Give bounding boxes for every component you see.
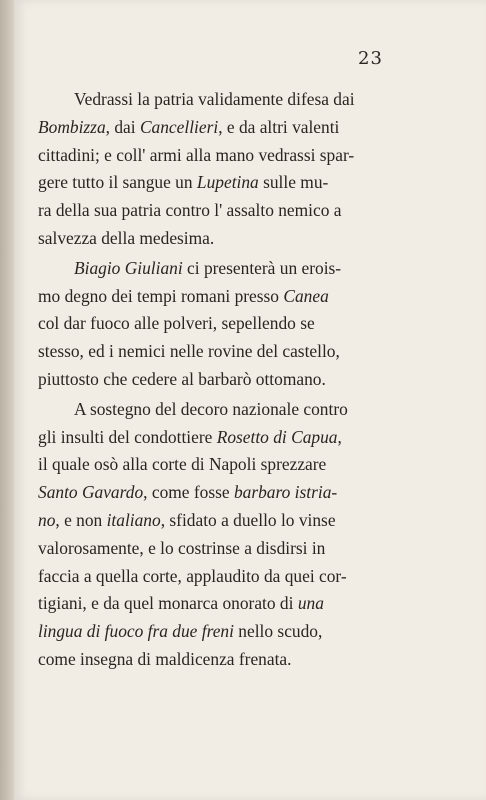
text-line: lingua di fuoco fra due freni nello scudo, [38,621,323,642]
body-text [38,86,408,674]
text-line: mo degno dei tempi romani presso Canea [38,285,329,306]
text-line: faccia a quella corte, applaudito da quei cor- [38,565,347,586]
text-line: piuttosto che cedere al barbarò ottomano. [38,368,326,389]
text-line: ra della sua patria contro l' assalto nemico a [38,200,342,221]
text-line: tigiani, e da quel monarca onorato di una [38,593,324,614]
text-line: gere tutto il sangue un Lupetina sulle mu- [38,172,329,193]
text-line: come insegna di maldicenza frenata. [38,648,292,669]
page-number: 23 [358,48,383,69]
text-line: col dar fuoco alle polveri, sepellendo se [38,313,315,334]
book-page [14,0,486,800]
text-line: A sostegno del decoro nazionale contro [74,398,348,419]
page-edge [0,0,14,800]
text-line: Vedrassi la patria validamente difesa dai [74,89,355,109]
text-line: valorosamente, e lo costrinse a disdirsi in [38,537,326,558]
text-line: Biagio Giuliani ci presenterà un erois- [74,257,342,278]
text-line: stesso, ed i nemici nelle rovine del castello, [38,341,340,362]
text-line: cittadini; e coll' armi alla mano vedrassi spar- [38,144,355,165]
text-line: Santo Gavardo, come fosse barbaro istria- [38,482,338,503]
text-line: salvezza della medesima. [38,227,215,248]
text-line: Bombizza, dai Cancellieri, e da altri valenti [38,116,340,137]
text-line: gli insulti del condottiere Rosetto di Capua, [38,426,342,447]
text-line: no, e non italiano, sfidato a duello lo vinse [38,509,336,530]
text-line: il quale osò alla corte di Napoli sprezzare [38,454,327,475]
